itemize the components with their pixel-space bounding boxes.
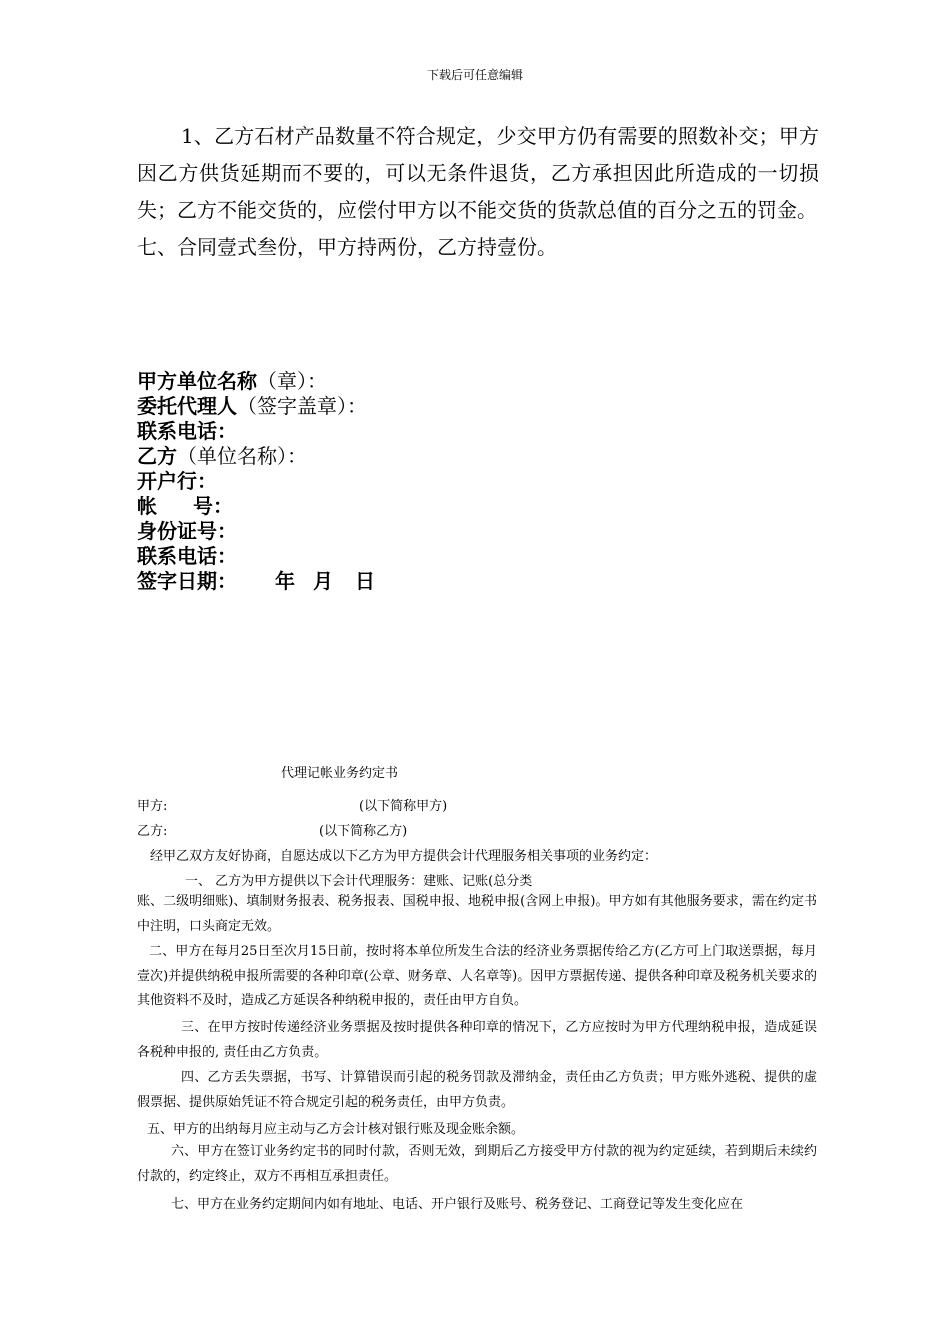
clause-1-rest bbox=[137, 890, 817, 939]
signature-block bbox=[137, 369, 375, 594]
phone-b-line bbox=[137, 544, 375, 569]
clause-1-text: 账、二级明细账)、填制财务报表、税务报表、国税申报、地税申报(含网上申报)。甲方如有其他服务要求，需在约定书中注明，口头商定无效。 bbox=[137, 894, 817, 934]
party-a-name-line bbox=[137, 369, 375, 394]
agreement-title: 代理记帐业务约定书 bbox=[281, 766, 399, 781]
clause-7-copies: 七、合同壹式叁份，甲方持两份，乙方持壹份。 bbox=[137, 235, 557, 259]
party-b-suffix: （单位名称）： bbox=[177, 444, 307, 468]
account-label-part1: 帐 bbox=[137, 494, 157, 518]
clause-3 bbox=[137, 1016, 817, 1065]
date-label: 签字日期： bbox=[137, 569, 237, 593]
account-label-part2: 号： bbox=[193, 494, 233, 518]
bank-label: 开户行： bbox=[137, 469, 217, 493]
agent-suffix: （签字盖章）： bbox=[237, 394, 367, 418]
phone-a-label: 联系电话： bbox=[137, 419, 237, 443]
penalty-section bbox=[137, 118, 819, 266]
id-number-label: 身份证号： bbox=[137, 519, 237, 543]
phone-b-label: 联系电话： bbox=[137, 544, 237, 568]
account-line bbox=[137, 494, 375, 519]
agreement-party-a-alias: (以下简称甲方) bbox=[359, 799, 448, 814]
clause-1-line-1: 一、 乙方为甲方提供以下会计代理服务：建账、记账(总分类 bbox=[185, 874, 533, 889]
clause-2 bbox=[137, 940, 817, 1014]
date-year: 年 bbox=[275, 569, 295, 593]
bank-line bbox=[137, 469, 375, 494]
clause-2-text: 二、甲方在每月25日至次月15日前，按时将本单位所发生合法的经济业务票据传给乙方(乙方可上门取送票据，每月壹次)并提供纳税申报所需要的各种印章(公章、财务章、人名章等)。因甲方票据传递、提供各种印章及税务机关要求的其他资料不及时，造成乙方延误各种纳税申报的，责任由甲方自负。 bbox=[137, 944, 817, 1008]
clause-6-text: 六、甲方在签订业务约定书的同时付款，否则无效，到期后乙方接受甲方付款的视为约定延续，若到期后未续约付款的，约定终止，双方不再相互承担责任。 bbox=[137, 1144, 817, 1184]
phone-a-line bbox=[137, 419, 375, 444]
clause-6 bbox=[137, 1140, 817, 1189]
agreement-party-b: 乙方: bbox=[137, 824, 168, 839]
date-month: 月 bbox=[313, 569, 333, 593]
id-number-line bbox=[137, 519, 375, 544]
clause-5: 五、甲方的出纳每月应主动与乙方会计核对银行账及现金账余额。 bbox=[147, 1122, 525, 1137]
date-line bbox=[137, 569, 375, 594]
agreement-intro: 经甲乙双方友好协商，自愿达成以下乙方为甲方提供会计代理服务相关事项的业务约定： bbox=[150, 849, 658, 864]
party-a-label: 甲方单位名称 bbox=[137, 369, 257, 393]
agreement-party-a: 甲方: bbox=[137, 799, 168, 814]
party-b-label: 乙方 bbox=[137, 444, 177, 468]
clause-7-agreement: 七、甲方在业务约定期间内如有地址、电话、开户银行及账号、税务登记、工商登记等发生变化应在 bbox=[171, 1197, 744, 1212]
header-note: 下载后可任意编辑 bbox=[426, 68, 523, 82]
clause-3-text: 三、在甲方按时传递经济业务票据及按时提供各种印章的情况下，乙方应按时为甲方代理纳税申报，造成延误各税种申报的, 责任由乙方负责。 bbox=[137, 1020, 817, 1060]
agreement-party-b-alias: (以下简称乙方) bbox=[319, 824, 408, 839]
penalty-item-1: 1、乙方石材产品数量不符合规定，少交甲方仍有需要的照数补交；甲方因乙方供货延期而不要的，可以无条件退货，乙方承担因此所造成的一切损失；乙方不能交货的，应偿付甲方以不能交货的货款总值的百分之五的罚金。 bbox=[137, 124, 819, 222]
agent-line bbox=[137, 394, 375, 419]
agent-label: 委托代理人 bbox=[137, 394, 237, 418]
party-a-suffix: （章）： bbox=[257, 369, 327, 393]
party-b-line bbox=[137, 444, 375, 469]
clause-4-text: 四、乙方丢失票据，书写、计算错误而引起的税务罚款及滞纳金，责任由乙方负责；甲方账外逃税、提供的虚假票据、提供原始凭证不符合规定引起的税务责任，由甲方负责。 bbox=[137, 1070, 817, 1110]
clause-4 bbox=[137, 1066, 817, 1115]
date-day: 日 bbox=[355, 569, 375, 593]
